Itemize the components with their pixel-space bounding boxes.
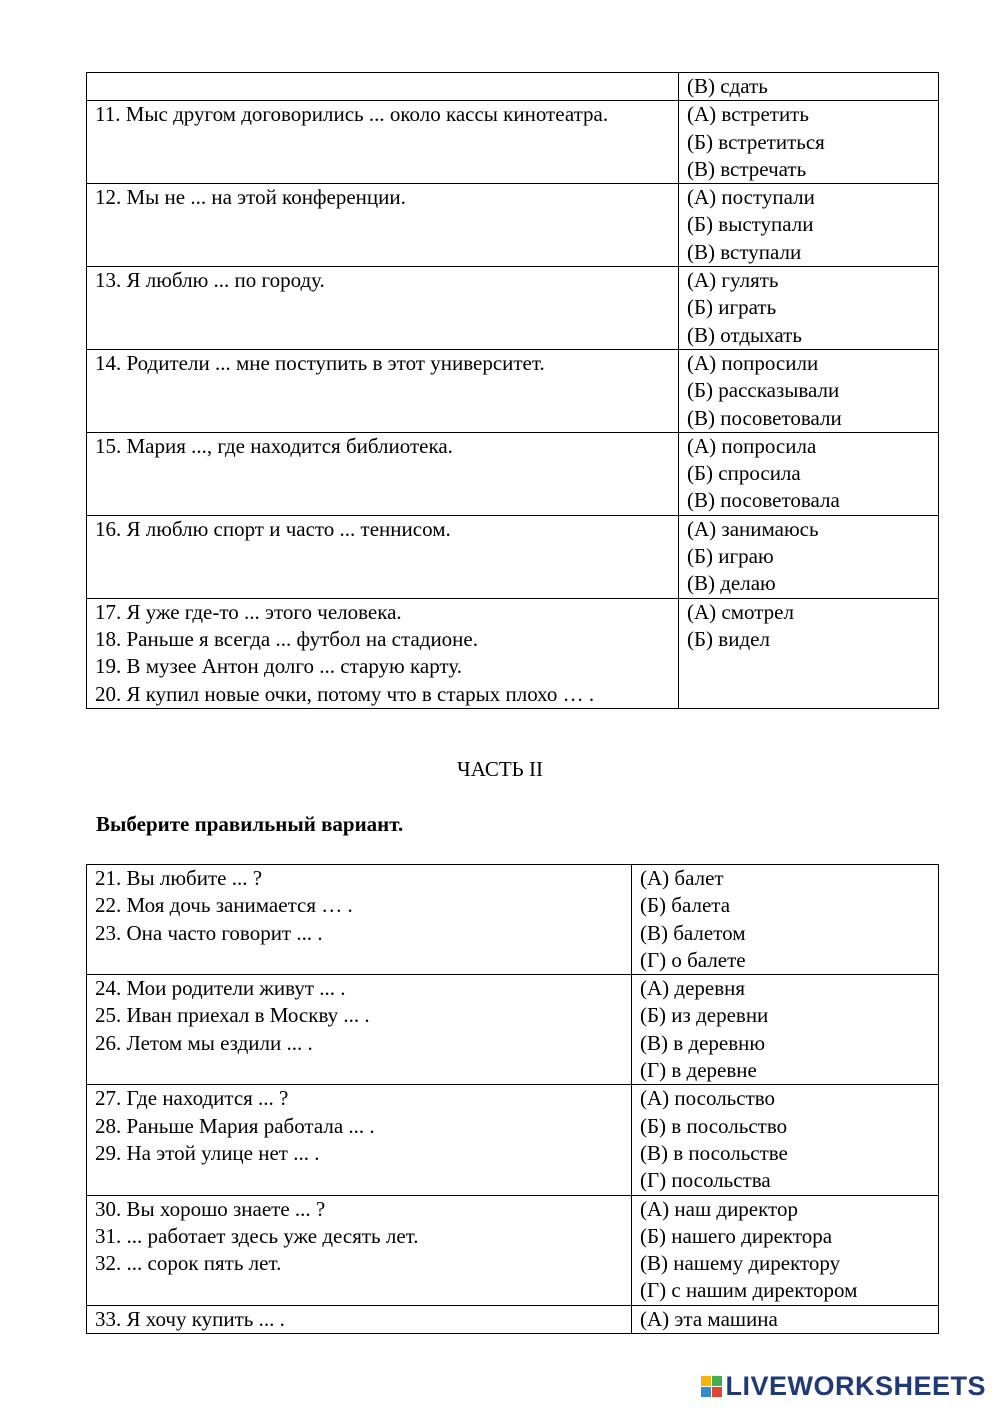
answer-option: (Г) в деревне [640, 1058, 757, 1083]
question-text: 12. Мы не ... на этой конференции. [95, 185, 406, 210]
answer-option: (Б) видел [687, 626, 770, 651]
answer-option: (Б) рассказывали [687, 378, 840, 403]
table-row [87, 101, 939, 184]
options-cell [679, 515, 939, 598]
question-text: 24. Мои родители живут ... . [95, 976, 346, 1001]
answer-option: (Б) балета [640, 893, 731, 918]
table-row [87, 865, 939, 975]
question-cell [87, 1085, 632, 1195]
question-text: 31. ... работает здесь уже десять лет. [95, 1223, 419, 1248]
question-text: 14. Родители ... мне поступить в этот университет. [95, 350, 545, 375]
answer-option: (А) наш директор [640, 1196, 798, 1221]
answer-option: (Б) нашего директора [640, 1223, 833, 1248]
answer-option: (А) встретить [687, 102, 809, 127]
question-text: 29. На этой улице нет ... . [95, 1140, 320, 1165]
answer-option: (А) поступали [687, 185, 815, 210]
table-row [87, 598, 939, 708]
answer-option: (Б) играю [687, 544, 774, 569]
answer-option: (А) эта машина [640, 1306, 778, 1331]
question-cell [87, 184, 679, 267]
answer-option: (А) смотрел [687, 599, 794, 624]
options-cell [679, 184, 939, 267]
answer-option: (А) занимаюсь [687, 516, 819, 541]
options-cell [632, 1085, 939, 1195]
table-row [87, 349, 939, 432]
logo-text: LIVEWORKSHEETS [725, 1371, 986, 1401]
answer-option: (Б) встретиться [687, 129, 825, 154]
answer-option: (Б) спросила [687, 461, 801, 486]
answer-option: (В) отдыхать [687, 322, 802, 347]
question-text: 26. Летом мы ездили ... . [95, 1030, 313, 1055]
answer-option: (А) деревня [640, 976, 746, 1001]
question-cell [87, 267, 679, 350]
table-row [87, 1085, 939, 1195]
answer-option: (Б) в посольство [640, 1113, 788, 1138]
answer-option: (А) попросила [687, 433, 817, 458]
question-text [95, 73, 670, 100]
options-cell [679, 267, 939, 350]
question-text: 25. Иван приехал в Москву ... . [95, 1003, 370, 1028]
question-cell [87, 515, 679, 598]
answer-option: (В) вступали [687, 239, 802, 264]
table-row [87, 267, 939, 350]
exercise-table-part-1 [86, 72, 939, 709]
question-cell [87, 101, 679, 184]
part-title: ЧАСТЬ II [457, 757, 543, 781]
answer-option: (А) попросили [687, 350, 819, 375]
question-text: 20. Я купил новые очки, потому что в старых плохо … . [95, 681, 595, 706]
answer-option: (Б) из деревни [640, 1003, 769, 1028]
answer-option: (Г) о балете [640, 947, 746, 972]
question-cell [87, 349, 679, 432]
question-text: 28. Раньше Мария работала ... . [95, 1113, 375, 1138]
answer-option: (Г) с нашим директором [640, 1278, 858, 1303]
answer-option: (В) сдать [687, 74, 768, 98]
options-cell [632, 975, 939, 1085]
options-cell [679, 73, 939, 101]
table-row [87, 184, 939, 267]
table-row [87, 1305, 939, 1333]
question-cell [87, 598, 679, 708]
options-cell [632, 865, 939, 975]
options-cell [632, 1195, 939, 1305]
answer-option: (В) в деревню [640, 1030, 766, 1055]
question-cell [87, 865, 632, 975]
answer-option: (А) балет [640, 866, 724, 890]
question-cell [87, 1195, 632, 1305]
options-cell [679, 101, 939, 184]
question-text: 18. Раньше я всегда ... футбол на стадионе. [95, 626, 478, 651]
question-cell [87, 1305, 632, 1333]
question-cell [87, 975, 632, 1085]
exercise-table-part-2 [86, 864, 939, 1334]
table-row [87, 1195, 939, 1305]
answer-option: (А) посольство [640, 1086, 776, 1111]
options-cell [679, 432, 939, 515]
options-cell [679, 349, 939, 432]
question-text: 22. Моя дочь занимается … . [95, 893, 353, 918]
question-text: 11. Мыс другом договорились ... около кассы кинотеатра. [95, 102, 609, 127]
question-text: 32. ... сорок пять лет. [95, 1251, 282, 1276]
answer-option: (В) балетом [640, 920, 746, 945]
answer-option: (Б) выступали [687, 212, 814, 237]
answer-option: (В) делаю [687, 571, 776, 596]
options-cell [632, 1305, 939, 1333]
table-row [87, 73, 939, 101]
answer-option: (Б) играть [687, 295, 777, 320]
table-row [87, 975, 939, 1085]
question-text: 13. Я люблю ... по городу. [95, 268, 325, 293]
question-text: 17. Я уже где-то ... этого человека. [95, 599, 402, 624]
answer-option: (В) в посольстве [640, 1140, 788, 1165]
answer-option: (В) встречать [687, 156, 807, 181]
logo-mark-icon [701, 1376, 722, 1397]
question-text: 30. Вы хорошо знаете ... ? [95, 1196, 326, 1221]
answer-option: (Г) посольства [640, 1168, 771, 1193]
question-cell [87, 432, 679, 515]
question-cell [87, 73, 679, 101]
question-text: 27. Где находится ... ? [95, 1086, 289, 1111]
question-text: 16. Я люблю спорт и часто ... теннисом. [95, 516, 451, 541]
liveworksheets-logo [701, 1371, 986, 1402]
answer-option: (В) посоветовали [687, 405, 842, 430]
answer-option: (В) посоветовала [687, 488, 840, 513]
table-row [87, 515, 939, 598]
question-text: 33. Я хочу купить ... . [95, 1306, 285, 1331]
instruction-text: Выберите правильный вариант. [96, 812, 404, 836]
answer-option: (А) гулять [687, 268, 779, 293]
question-text: 15. Мария ..., где находится библиотека. [95, 433, 453, 458]
question-text: 21. Вы любите ... ? [95, 866, 263, 890]
options-cell [679, 598, 939, 708]
question-text: 19. В музее Антон долго ... старую карту. [95, 654, 462, 679]
question-text: 23. Она часто говорит ... . [95, 920, 323, 945]
table-row [87, 432, 939, 515]
answer-option: (В) нашему директору [640, 1251, 841, 1276]
